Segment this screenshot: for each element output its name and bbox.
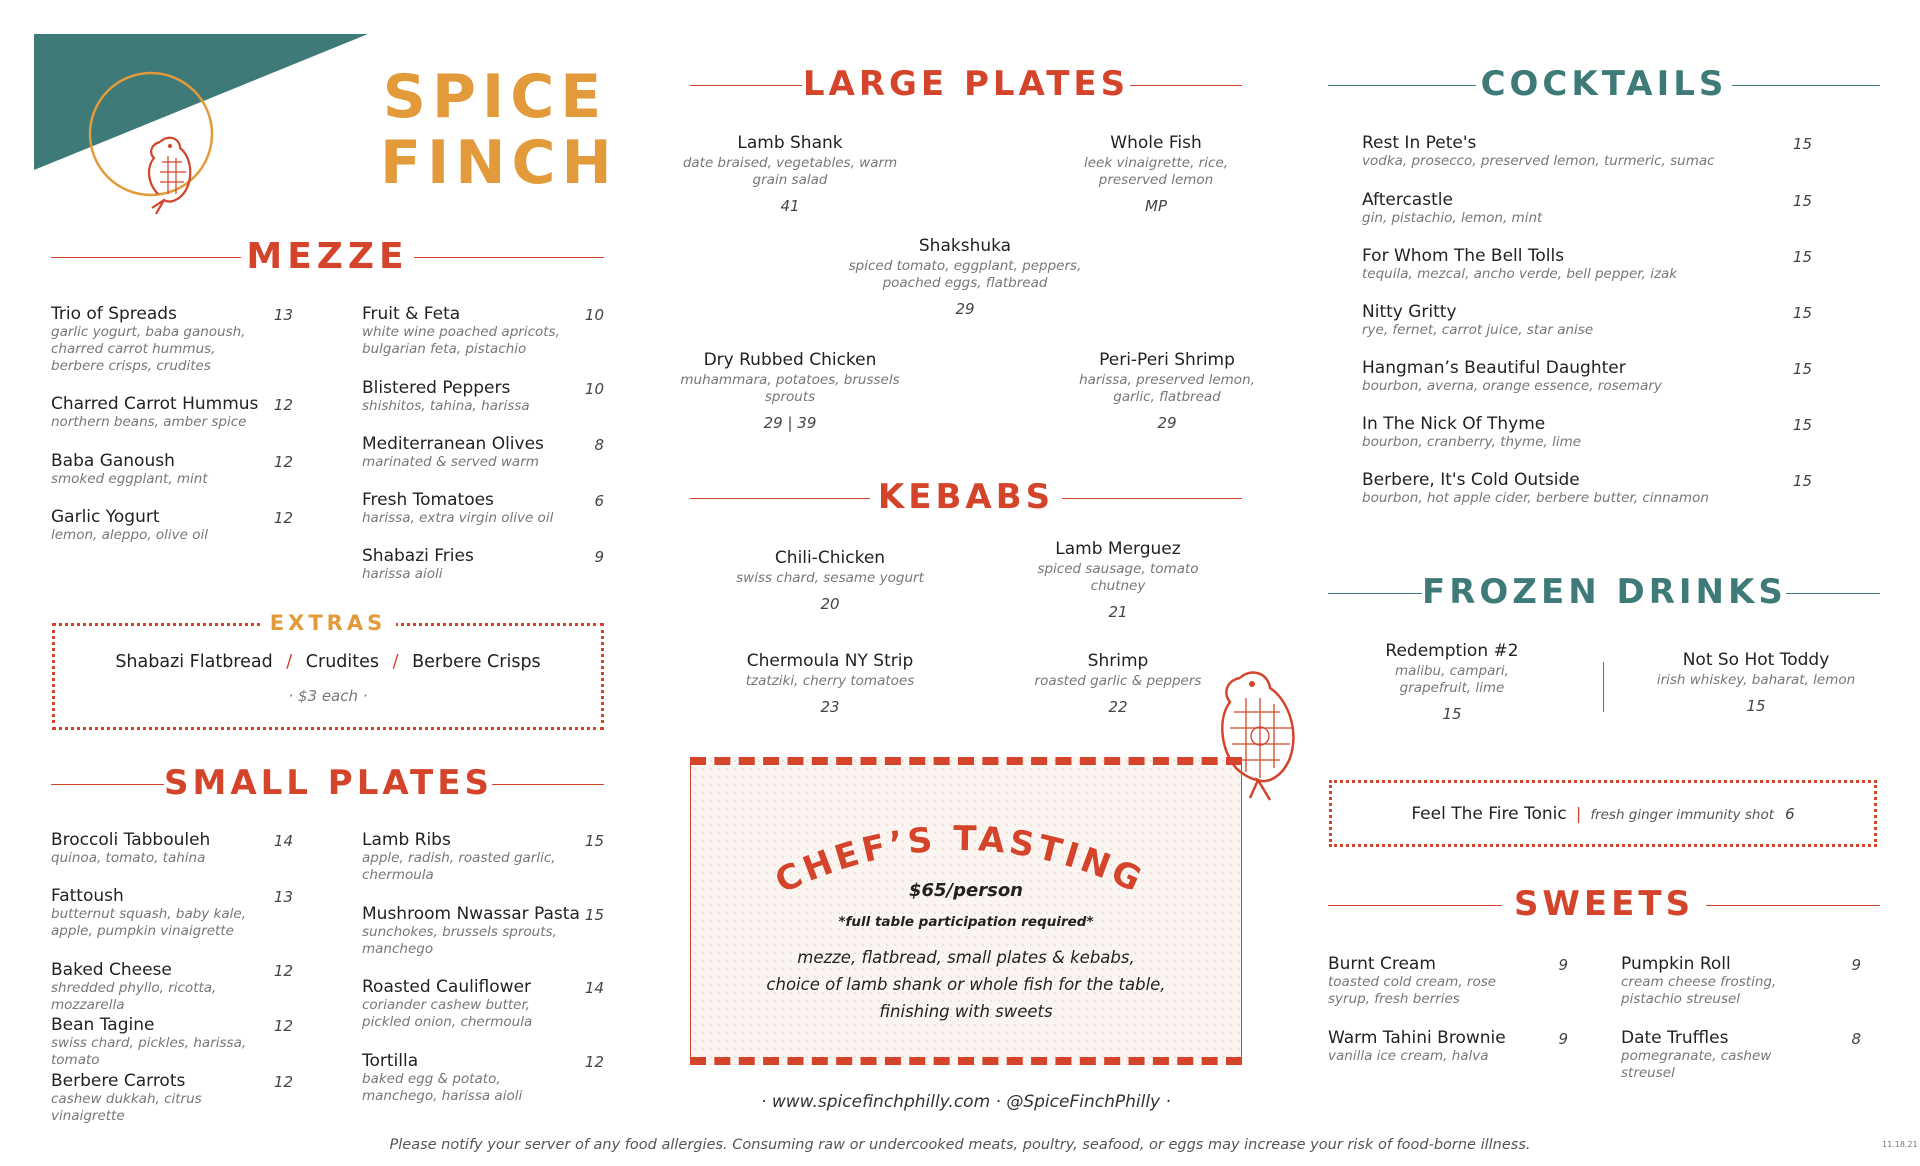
divider-line xyxy=(1328,593,1422,594)
item-price: 23 xyxy=(820,698,840,716)
menu-item xyxy=(1621,1028,1861,1082)
divider-line xyxy=(690,498,870,499)
item-description: toasted cold cream, rose syrup, fresh berries xyxy=(1328,974,1497,1007)
item-description: roasted garlic & peppers xyxy=(1034,673,1202,689)
divider-line xyxy=(1328,85,1476,86)
divider-line xyxy=(51,784,164,785)
divider-line xyxy=(492,784,604,785)
menu-item xyxy=(1018,651,1218,716)
divider-line xyxy=(1328,905,1502,906)
item-name: For Whom The Bell Tolls xyxy=(1362,246,1565,266)
item-description: spiced tomato, eggplant, peppers, poached eggs, flatbread xyxy=(848,258,1082,291)
item-description: gin, pistachio, lemon, mint xyxy=(1362,210,1543,226)
item-price: 15 xyxy=(1792,304,1812,322)
menu-item xyxy=(51,304,293,375)
item-description: bourbon, cranberry, thyme, lime xyxy=(1362,434,1582,450)
item-name: Whole Fish xyxy=(1110,133,1202,153)
item-price: 14 xyxy=(273,832,293,850)
item-name: Bean Tagine xyxy=(51,1015,155,1035)
item-name: Tortilla xyxy=(362,1051,419,1071)
item-price: 15 xyxy=(1792,472,1812,490)
menu-item xyxy=(1621,954,1861,1008)
menu-item xyxy=(1362,133,1812,170)
item-name: Dry Rubbed Chicken xyxy=(703,350,877,370)
item-price: 29 xyxy=(1157,414,1177,432)
menu-item xyxy=(720,548,940,613)
menu-item xyxy=(1056,133,1256,215)
tonic-name: Feel The Fire Tonic xyxy=(1411,804,1567,824)
item-price: 8 xyxy=(594,436,604,454)
item-name: Lamb Shank xyxy=(737,133,843,153)
item-name: Redemption #2 xyxy=(1385,641,1519,661)
item-price: 12 xyxy=(273,509,293,527)
menu-item xyxy=(362,830,604,884)
item-name: Shabazi Fries xyxy=(362,546,474,566)
logo-banner xyxy=(34,34,374,224)
item-name: Blistered Peppers xyxy=(362,378,511,398)
item-price: 15 xyxy=(1442,705,1462,723)
print-date: 11.18.21 xyxy=(1882,1140,1918,1149)
item-price: 12 xyxy=(273,1017,293,1035)
item-description: marinated & served warm xyxy=(362,454,539,470)
small-plates-heading: SMALL PLATES xyxy=(164,763,493,803)
item-description: northern beans, amber spice xyxy=(51,414,247,430)
item-description: cream cheese frosting, pistachio streusel xyxy=(1621,974,1777,1007)
item-description: shishitos, tahina, harissa xyxy=(362,398,530,414)
item-price: 10 xyxy=(584,306,604,324)
divider-line xyxy=(1130,85,1242,86)
item-price: 21 xyxy=(1108,603,1128,621)
item-description: bourbon, hot apple cider, berbere butter, cinnamon xyxy=(1362,490,1709,506)
finch-bird-icon xyxy=(138,134,196,216)
item-name: Baked Cheese xyxy=(51,960,172,980)
item-description: tzatziki, cherry tomatoes xyxy=(745,673,915,689)
menu-item xyxy=(51,394,293,431)
item-price: 14 xyxy=(584,979,604,997)
frozen-divider xyxy=(1603,662,1604,712)
item-price: 8 xyxy=(1851,1030,1861,1048)
menu-item xyxy=(1362,641,1542,723)
extras-items xyxy=(52,652,604,672)
divider-line xyxy=(1786,593,1880,594)
divider-line xyxy=(1732,85,1880,86)
divider-line xyxy=(51,257,241,258)
menu-item xyxy=(1362,358,1812,395)
item-description: pomegranate, cashew streusel xyxy=(1621,1048,1772,1081)
menu-item xyxy=(362,1051,604,1105)
item-name: Broccoli Tabbouleh xyxy=(51,830,211,850)
item-description: swiss chard, pickles, harissa, tomato xyxy=(51,1035,247,1068)
item-name: Berbere Carrots xyxy=(51,1071,186,1091)
menu-item xyxy=(51,507,293,544)
brand-line-2: FINCH xyxy=(380,128,618,198)
item-description: sunchokes, brussels sprouts, manchego xyxy=(362,924,557,957)
chefs-tasting-note xyxy=(690,914,1242,930)
item-description: lemon, aleppo, olive oil xyxy=(51,527,209,543)
item-name: Pumpkin Roll xyxy=(1621,954,1731,974)
item-description: white wine poached apricots, bulgarian feta, pistachio xyxy=(362,324,560,357)
menu-item xyxy=(680,350,900,432)
divider-line xyxy=(1062,498,1242,499)
menu-item xyxy=(362,904,604,958)
menu-item xyxy=(1067,350,1267,432)
menu-item xyxy=(51,960,293,1014)
item-price: 6 xyxy=(594,492,604,510)
item-name: Shakshuka xyxy=(918,236,1012,256)
menu-item xyxy=(1362,470,1812,507)
item-name: Peri-Peri Shrimp xyxy=(1099,350,1235,370)
item-description: irish whiskey, baharat, lemon xyxy=(1656,672,1856,688)
item-name: Mediterranean Olives xyxy=(362,434,544,454)
menu-item xyxy=(1328,954,1568,1008)
item-price: 12 xyxy=(273,453,293,471)
item-description: garlic yogurt, baba ganoush, charred carrot hummus, berbere crisps, crudites xyxy=(51,324,246,374)
item-description: malibu, campari, grapefruit, lime xyxy=(1395,663,1509,696)
frozen-drinks-heading: FROZEN DRINKS xyxy=(1422,572,1787,612)
item-name: Baba Ganoush xyxy=(51,451,175,471)
item-description: rye, fernet, carrot juice, star anise xyxy=(1362,322,1594,338)
item-name: Chermoula NY Strip xyxy=(746,651,914,671)
extras-box xyxy=(52,623,604,730)
item-description: spiced sausage, tomato chutney xyxy=(1037,561,1199,594)
menu-item xyxy=(362,434,604,471)
extras-price: · $3 each · xyxy=(288,687,368,705)
menu-item xyxy=(51,886,293,940)
chefs-tasting-note-text: *full table participation required* xyxy=(838,914,1094,930)
menu-item xyxy=(51,1015,293,1069)
item-name: Nitty Gritty xyxy=(1362,302,1457,322)
item-name: Not So Hot Toddy xyxy=(1682,650,1830,670)
item-description: cashew dukkah, citrus vinaigrette xyxy=(51,1091,202,1124)
item-description: quinoa, tomato, tahina xyxy=(51,850,206,866)
item-price: 15 xyxy=(1792,416,1812,434)
item-description: harissa aioli xyxy=(362,566,443,582)
menu-item xyxy=(362,304,604,358)
item-description: vodka, prosecco, preserved lemon, turmeric, sumac xyxy=(1362,153,1715,169)
item-price: 41 xyxy=(780,197,800,215)
item-price: 15 xyxy=(1792,135,1812,153)
website-footer: · www.spicefinchphilly.com · @SpiceFinchPhilly · xyxy=(761,1092,1171,1112)
item-name: In The Nick Of Thyme xyxy=(1362,414,1546,434)
item-name: Hangman’s Beautiful Daughter xyxy=(1362,358,1626,378)
item-description: butternut squash, baby kale, apple, pumpkin vinaigrette xyxy=(51,906,246,939)
menu-item xyxy=(1646,650,1866,715)
menu-item xyxy=(362,490,604,527)
item-description: coriander cashew butter, pickled onion, chermoula xyxy=(362,997,533,1030)
item-price: 12 xyxy=(273,962,293,980)
item-price: 13 xyxy=(273,888,293,906)
item-description: leek vinaigrette, rice, preserved lemon xyxy=(1083,155,1228,188)
item-price: 9 xyxy=(1558,1030,1568,1048)
menu-item xyxy=(1362,302,1812,339)
menu-item xyxy=(1362,190,1812,227)
item-price: 15 xyxy=(1792,248,1812,266)
item-name: Aftercastle xyxy=(1362,190,1453,210)
item-name: Berbere, It's Cold Outside xyxy=(1362,470,1580,490)
menu-item xyxy=(362,977,604,1031)
divider-line xyxy=(1706,905,1880,906)
item-price: 29 | 39 xyxy=(763,414,817,432)
item-name: Garlic Yogurt xyxy=(51,507,160,527)
extras-item: Shabazi Flatbread xyxy=(115,652,273,672)
item-name: Charred Carrot Hummus xyxy=(51,394,259,414)
item-description: muhammara, potatoes, brussels sprouts xyxy=(680,372,900,405)
item-name: Mushroom Nwassar Pasta xyxy=(362,904,580,924)
item-name: Fruit & Feta xyxy=(362,304,461,324)
item-price: 12 xyxy=(273,396,293,414)
tonic-price: 6 xyxy=(1785,805,1795,823)
allergy-disclaimer: Please notify your server of any food allergies. Consuming raw or undercooked meats, poultry, seafood, or eggs may increase your risk of food-borne illness. xyxy=(389,1137,1531,1153)
item-description: harissa, preserved lemon, garlic, flatbread xyxy=(1079,372,1255,405)
menu-item xyxy=(51,451,293,488)
kebabs-heading: KEBABS xyxy=(877,477,1055,517)
item-price: 15 xyxy=(584,832,604,850)
mezze-heading: MEZZE xyxy=(246,236,409,277)
item-price: MP xyxy=(1145,197,1167,215)
menu-item xyxy=(835,236,1095,318)
item-description: date braised, vegetables, warm grain salad xyxy=(682,155,898,188)
item-price: 9 xyxy=(1851,956,1861,974)
item-price: 22 xyxy=(1108,698,1128,716)
item-name: Lamb Ribs xyxy=(362,830,451,850)
divider-line xyxy=(690,85,802,86)
menu-item xyxy=(1328,1028,1568,1065)
extras-item: Berbere Crisps xyxy=(412,652,541,672)
large-plates-heading: LARGE PLATES xyxy=(802,64,1130,104)
menu-item xyxy=(1362,414,1812,451)
menu-item xyxy=(720,651,940,716)
item-price: 12 xyxy=(273,1073,293,1091)
sweets-heading: SWEETS xyxy=(1513,884,1695,924)
menu-item xyxy=(1362,246,1812,283)
item-price: 9 xyxy=(594,548,604,566)
menu-item xyxy=(51,1071,293,1125)
cocktails-heading: COCKTAILS xyxy=(1480,64,1728,104)
item-description: tequila, mezcal, ancho verde, bell pepper, izak xyxy=(1362,266,1678,282)
divider-line xyxy=(414,257,604,258)
item-description: bourbon, averna, orange essence, rosemary xyxy=(1362,378,1662,394)
extras-item: Crudites xyxy=(305,652,380,672)
item-name: Date Truffles xyxy=(1621,1028,1729,1048)
item-price: 15 xyxy=(1746,697,1766,715)
item-description: shredded phyllo, ricotta, mozzarella xyxy=(51,980,217,1013)
item-price: 9 xyxy=(1558,956,1568,974)
item-name: Fattoush xyxy=(51,886,124,906)
menu-item xyxy=(680,133,900,215)
menu-item xyxy=(51,830,293,867)
item-description: harissa, extra virgin olive oil xyxy=(362,510,554,526)
tonic-desc: fresh ginger immunity shot xyxy=(1590,807,1775,823)
item-price: 15 xyxy=(584,906,604,924)
item-description: vanilla ice cream, halva xyxy=(1328,1048,1489,1064)
menu-item xyxy=(1018,539,1218,621)
chefs-tasting-price: $65/person xyxy=(908,880,1023,901)
item-price: 20 xyxy=(820,595,840,613)
extras-heading: EXTRAS xyxy=(260,611,396,635)
item-name: Roasted Cauliflower xyxy=(362,977,532,997)
separator: / xyxy=(392,652,399,672)
menu-item xyxy=(362,378,604,415)
item-name: Lamb Merguez xyxy=(1055,539,1181,559)
chefs-tasting-line-1: mezze, flatbread, small plates & kebabs, xyxy=(797,948,1135,967)
item-description: baked egg & potato, manchego, harissa aioli xyxy=(362,1071,523,1104)
item-description: apple, radish, roasted garlic, chermoula xyxy=(362,850,556,883)
menu-item xyxy=(362,546,604,583)
item-name: Chili-Chicken xyxy=(774,548,886,568)
svg-text:CHEF’S TASTING: CHEF’S TASTING xyxy=(769,818,1151,900)
chefs-tasting-line-2: choice of lamb shank or whole fish for the table, xyxy=(766,975,1166,994)
item-name: Burnt Cream xyxy=(1328,954,1436,974)
item-name: Rest In Pete's xyxy=(1362,133,1477,153)
item-price: 15 xyxy=(1792,192,1812,210)
item-description: smoked eggplant, mint xyxy=(51,471,208,487)
item-name: Trio of Spreads xyxy=(51,304,177,324)
item-price: 10 xyxy=(584,380,604,398)
tonic-line xyxy=(1329,804,1877,824)
finch-bird-large-icon xyxy=(1210,668,1305,803)
item-price: 12 xyxy=(584,1053,604,1071)
item-price: 13 xyxy=(273,306,293,324)
item-name: Fresh Tomatoes xyxy=(362,490,494,510)
chefs-tasting-line-3: finishing with sweets xyxy=(879,1002,1053,1021)
brand-line-1: SPICE xyxy=(382,62,608,132)
item-price: 15 xyxy=(1792,360,1812,378)
item-description: swiss chard, sesame yogurt xyxy=(736,570,924,586)
item-name: Shrimp xyxy=(1087,651,1149,671)
item-name: Warm Tahini Brownie xyxy=(1328,1028,1506,1048)
separator: | xyxy=(1575,804,1582,823)
separator: / xyxy=(286,652,293,672)
item-price: 29 xyxy=(955,300,975,318)
